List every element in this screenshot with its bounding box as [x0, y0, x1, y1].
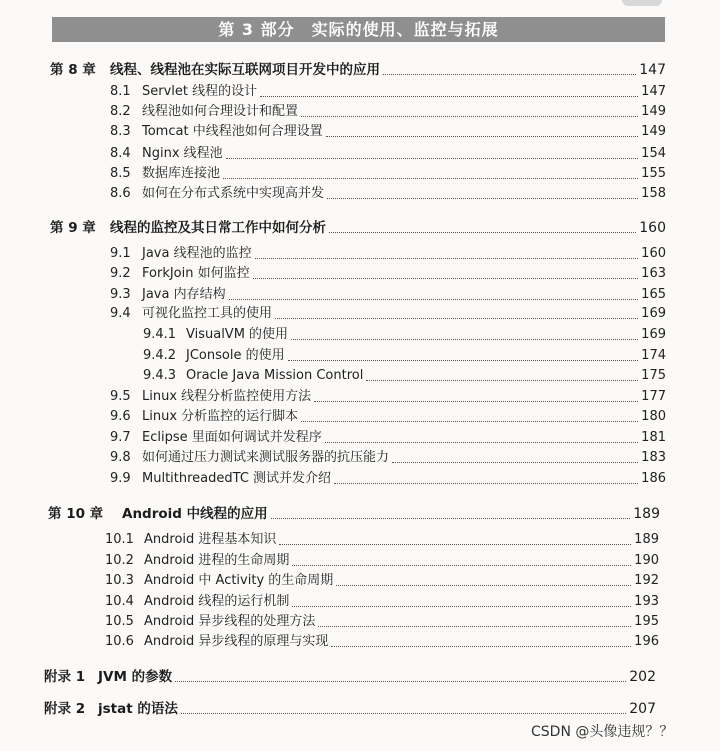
dot-leader	[253, 277, 639, 279]
page-number: 202	[629, 669, 656, 685]
page-number: 160	[639, 220, 666, 236]
section-title: Android 进程基本知识	[144, 532, 277, 547]
section-title: Servlet 线程的设计	[142, 84, 258, 99]
section-number: 8.4	[110, 146, 131, 161]
page-number: 196	[634, 634, 659, 649]
subsection-title: Oracle Java Mission Control	[186, 368, 364, 383]
section-title: Android 线程的运行机制	[144, 594, 290, 609]
section-title: Linux 分析监控的运行脚本	[142, 409, 299, 424]
page-number: 207	[629, 701, 656, 717]
page-number: 186	[641, 471, 666, 486]
chapter-number: 第 8 章	[50, 62, 96, 78]
dot-leader	[301, 115, 638, 117]
section-number: 9.6	[110, 409, 131, 424]
dot-leader	[292, 605, 631, 607]
section-row[interactable]	[110, 385, 666, 405]
section-title: Android 进程的生命周期	[144, 553, 290, 568]
section-number: 9.8	[110, 450, 131, 465]
section-title: Tomcat 中线程池如何合理设置	[142, 124, 323, 139]
section-row[interactable]	[110, 426, 666, 446]
dot-leader	[223, 177, 638, 179]
section-title: 如何在分布式系统中实现高并发	[142, 186, 325, 201]
page-number: 189	[633, 506, 660, 522]
dot-leader	[334, 482, 638, 484]
subsection-row[interactable]	[143, 364, 666, 384]
dot-leader	[229, 298, 639, 300]
dot-leader	[336, 584, 631, 586]
section-row[interactable]	[110, 302, 666, 322]
dot-leader	[318, 625, 631, 627]
page-number: 147	[641, 84, 666, 99]
section-title: 线程池如何合理设计和配置	[142, 104, 299, 119]
dot-leader	[327, 197, 638, 199]
section-number: 9.1	[110, 246, 131, 261]
page-number: 165	[641, 287, 666, 302]
page-number: 195	[634, 614, 659, 629]
section-title: ForkJoin 如何监控	[142, 266, 250, 281]
section-number: 10.6	[105, 634, 134, 649]
section-number: 9.5	[110, 389, 131, 404]
appendix-title: JVM 的参数	[98, 669, 173, 685]
dot-leader	[326, 135, 638, 137]
page-number: 193	[634, 594, 659, 609]
section-row[interactable]	[105, 549, 659, 569]
section-title: Android 异步线程的原理与实现	[144, 634, 329, 649]
dot-leader	[255, 257, 639, 259]
page-number: 147	[639, 62, 666, 78]
section-title: 可视化监控工具的使用	[142, 306, 273, 321]
section-title: Android 中 Activity 的生命周期	[144, 573, 334, 588]
subsection-title: VisualVM 的使用	[186, 327, 289, 342]
dot-leader	[260, 95, 638, 97]
section-number: 8.6	[110, 186, 131, 201]
section-number: 8.1	[110, 84, 131, 99]
section-number: 10.1	[105, 532, 134, 547]
dot-leader	[291, 338, 638, 340]
dot-leader	[275, 317, 638, 319]
part-banner	[52, 17, 665, 42]
dot-leader	[366, 379, 638, 381]
section-number: 9.4	[110, 306, 131, 321]
section-title: Linux 线程分析监控使用方法	[142, 389, 312, 404]
subsection-row[interactable]	[143, 344, 666, 364]
page-number: 180	[641, 409, 666, 424]
page-number: 163	[641, 266, 666, 281]
section-number: 10.3	[105, 573, 134, 588]
section-title: Android 异步线程的处理方法	[144, 614, 316, 629]
dot-leader	[314, 400, 638, 402]
dot-leader	[331, 645, 631, 647]
csdn-watermark: CSDN @头像违规？？	[531, 724, 674, 740]
chapter-number: 第 9 章	[50, 220, 96, 236]
dot-leader	[175, 680, 626, 682]
subsection-number: 9.4.3	[143, 368, 177, 383]
dot-leader	[288, 359, 639, 361]
page-number: 154	[641, 146, 666, 161]
section-row[interactable]	[105, 528, 659, 548]
section-row[interactable]	[105, 630, 659, 650]
dot-leader	[279, 543, 631, 545]
page-number: 158	[641, 186, 666, 201]
section-row[interactable]	[105, 590, 659, 610]
section-title: Nginx 线程池	[142, 146, 223, 161]
page-number: 160	[641, 246, 666, 261]
dot-leader	[325, 441, 638, 443]
subsection-number: 9.4.2	[143, 348, 177, 363]
section-number: 8.3	[110, 124, 131, 139]
section-number: 8.5	[110, 166, 131, 181]
chapter-8-row[interactable]	[50, 58, 666, 78]
section-row[interactable]	[110, 80, 666, 100]
appendix-number: 附录 1	[44, 669, 86, 685]
page-number: 169	[641, 306, 666, 321]
section-number: 8.2	[110, 104, 131, 119]
section-number: 10.2	[105, 553, 134, 568]
dot-leader	[292, 564, 631, 566]
page-number: 174	[641, 348, 666, 363]
section-row[interactable]	[110, 446, 666, 466]
section-number: 9.7	[110, 430, 131, 445]
section-title: Eclipse 里面如何调试并发程序	[142, 430, 322, 445]
corner-mark	[622, 0, 662, 6]
page-number: 189	[634, 532, 659, 547]
dot-leader	[301, 420, 638, 422]
section-row[interactable]	[110, 100, 666, 120]
section-row[interactable]	[110, 182, 666, 202]
section-title: Java 内存结构	[142, 287, 226, 302]
page-number: 175	[641, 368, 666, 383]
page-number: 149	[641, 124, 666, 139]
appendix-1-row[interactable]	[44, 665, 656, 685]
section-number: 9.3	[110, 287, 131, 302]
dot-leader	[392, 461, 638, 463]
dot-leader	[271, 517, 631, 519]
section-row[interactable]	[110, 162, 666, 182]
chapter-number: 第 10 章	[48, 506, 104, 522]
appendix-2-row[interactable]	[44, 697, 656, 717]
appendix-title: jstat 的语法	[98, 701, 178, 717]
section-row[interactable]	[110, 405, 666, 425]
page-number: 177	[641, 389, 666, 404]
subsection-number: 9.4.1	[143, 327, 177, 342]
section-row[interactable]	[110, 142, 666, 162]
section-row[interactable]	[110, 120, 666, 140]
section-row[interactable]	[110, 242, 666, 262]
chapter-title: 线程的监控及其日常工作中如何分析	[110, 220, 326, 236]
page-number: 192	[634, 573, 659, 588]
section-number: 9.2	[110, 266, 131, 281]
section-number: 9.9	[110, 471, 131, 486]
section-title: 如何通过压力测试来测试服务器的抗压能力	[142, 450, 390, 465]
section-row[interactable]	[110, 262, 666, 282]
section-number: 10.5	[105, 614, 134, 629]
chapter-10-row[interactable]	[48, 502, 660, 522]
subsection-title: JConsole 的使用	[186, 348, 285, 363]
chapter-title: Android 中线程的应用	[122, 506, 268, 522]
section-number: 10.4	[105, 594, 134, 609]
dot-leader	[226, 157, 639, 159]
section-row[interactable]	[105, 569, 659, 589]
section-title: MultithreadedTC 测试并发介绍	[142, 471, 332, 486]
section-row[interactable]	[105, 610, 659, 630]
page-number: 169	[641, 327, 666, 342]
section-row[interactable]	[110, 283, 666, 303]
dot-leader	[383, 73, 636, 75]
page-number: 155	[641, 166, 666, 181]
part-title: 第 3 部分 实际的使用、监控与拓展	[218, 20, 499, 39]
subsection-row[interactable]	[143, 323, 666, 343]
page-number: 181	[641, 430, 666, 445]
dot-leader	[329, 231, 636, 233]
chapter-title: 线程、线程池在实际互联网项目开发中的应用	[110, 62, 380, 78]
section-title: Java 线程池的监控	[142, 246, 252, 261]
dot-leader	[181, 712, 626, 714]
section-row[interactable]	[110, 467, 666, 487]
appendix-number: 附录 2	[44, 701, 86, 717]
page-number: 149	[641, 104, 666, 119]
page-number: 190	[634, 553, 659, 568]
section-title: 数据库连接池	[142, 166, 221, 181]
chapter-9-row[interactable]	[50, 216, 666, 236]
page-number: 183	[641, 450, 666, 465]
